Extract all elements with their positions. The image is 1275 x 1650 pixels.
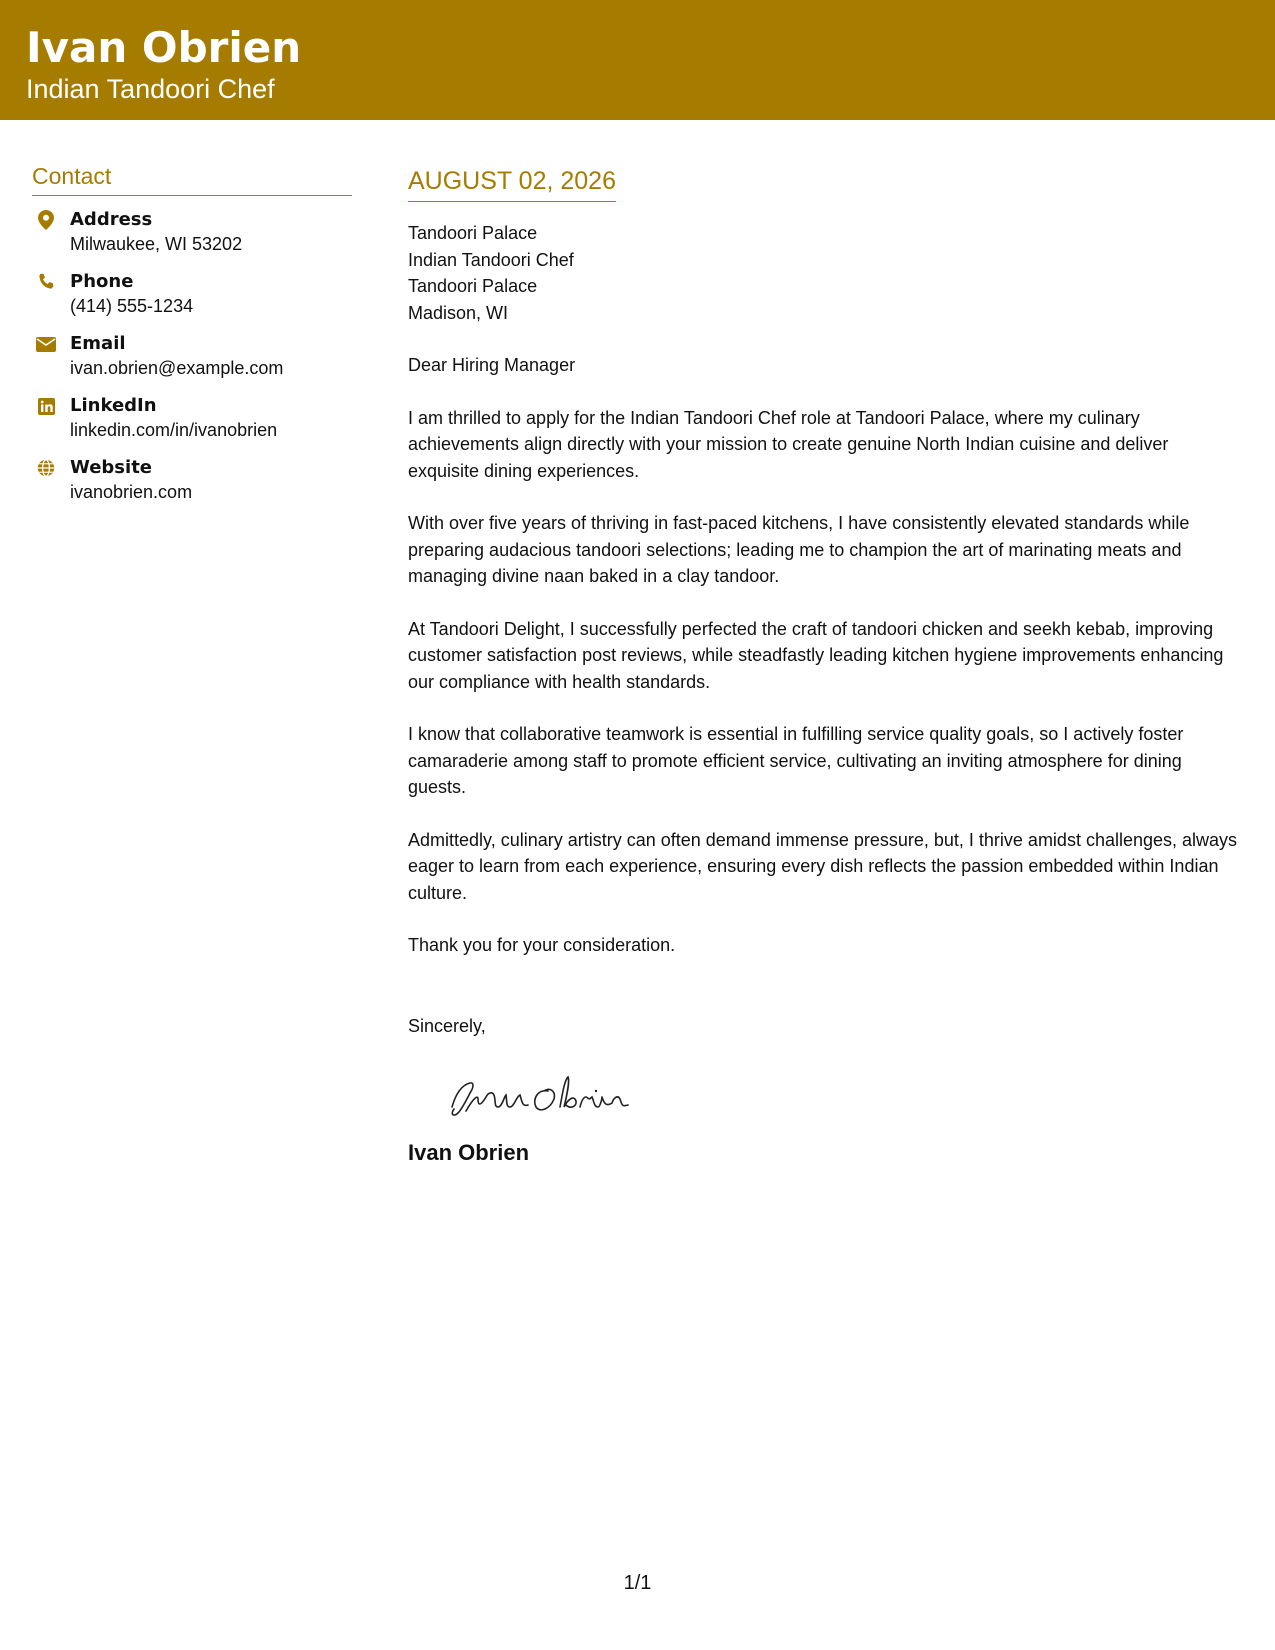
linkedin-value: linkedin.com/in/ivanobrien bbox=[70, 420, 278, 440]
contact-label: Email bbox=[70, 333, 126, 354]
globe-icon bbox=[34, 456, 58, 480]
letter-paragraph: Thank you for your consideration. bbox=[408, 935, 676, 955]
handwritten-signature bbox=[444, 1067, 1238, 1127]
letter-paragraph: At Tandoori Delight, I successfully perfected the craft of tandoori chicken and seekh kebab, improving customer satisfaction post reviews, while steadfastly leading kitchen hygiene improvements enhancing our compliance with health standards. bbox=[408, 618, 1224, 692]
email-value: ivan.obrien@example.com bbox=[70, 358, 284, 378]
contact-item-linkedin bbox=[32, 394, 352, 442]
envelope-icon bbox=[34, 332, 58, 356]
contact-label: Website bbox=[70, 457, 153, 478]
recipient-line: Tandoori Palace bbox=[408, 276, 538, 296]
contact-label: LinkedIn bbox=[70, 395, 157, 416]
header-banner bbox=[0, 0, 1275, 120]
page-number: 1/1 bbox=[623, 1572, 652, 1594]
contact-item-phone bbox=[32, 270, 352, 318]
recipient-line: Indian Tandoori Chef bbox=[408, 249, 574, 270]
candidate-job-title: Indian Tandoori Chef bbox=[26, 74, 275, 104]
letter-body bbox=[408, 165, 1238, 1167]
contact-label: Phone bbox=[70, 271, 134, 292]
letter-date: AUGUST 02, 2026 bbox=[408, 165, 616, 202]
phone-value: (414) 555-1234 bbox=[70, 296, 194, 316]
contact-item-email bbox=[32, 332, 352, 380]
recipient-block bbox=[408, 220, 1238, 326]
linkedin-icon bbox=[34, 394, 58, 418]
phone-icon bbox=[34, 270, 58, 294]
recipient-line: Madison, WI bbox=[408, 302, 509, 323]
closing: Sincerely, bbox=[408, 1015, 486, 1036]
recipient-line: Tandoori Palace bbox=[408, 223, 538, 243]
letter-paragraph: I know that collaborative teamwork is essential in fulfilling service quality goals, so I actively foster camaraderie among staff to promote efficient service, cultivating an inviting atmosphere for dining guests. bbox=[408, 724, 1184, 797]
contact-item-address bbox=[32, 208, 352, 256]
contact-list bbox=[32, 208, 352, 504]
letter-paragraph: Admittedly, culinary artistry can often demand immense pressure, but, I thrive amidst challenges, always eager to learn from each experience, ensuring every dish reflects the passion embedded within Indian culture. bbox=[408, 829, 1238, 903]
letter-paragraph: With over five years of thriving in fast-paced kitchens, I have consistently elevated standards while preparing audacious tandoori selections; leading me to champion the art of marinating meats and managing divine naan baked in a clay tandoor. bbox=[408, 513, 1190, 586]
contact-sidebar bbox=[32, 160, 352, 518]
letter-paragraph: I am thrilled to apply for the Indian Tandoori Chef role at Tandoori Palace, where my culinary achievements align directly with your mission to create genuine North Indian cuisine and deliver exquisite dining experiences. bbox=[408, 407, 1169, 481]
address-value: Milwaukee, WI 53202 bbox=[70, 234, 243, 254]
website-value: ivanobrien.com bbox=[70, 482, 193, 502]
candidate-name: Ivan Obrien bbox=[26, 23, 302, 72]
contact-item-website bbox=[32, 456, 352, 504]
contact-label: Address bbox=[70, 209, 153, 230]
salutation: Dear Hiring Manager bbox=[408, 355, 576, 375]
map-pin-icon bbox=[34, 208, 58, 232]
signer-name: Ivan Obrien bbox=[408, 1140, 530, 1165]
contact-section-title: Contact bbox=[32, 160, 352, 196]
